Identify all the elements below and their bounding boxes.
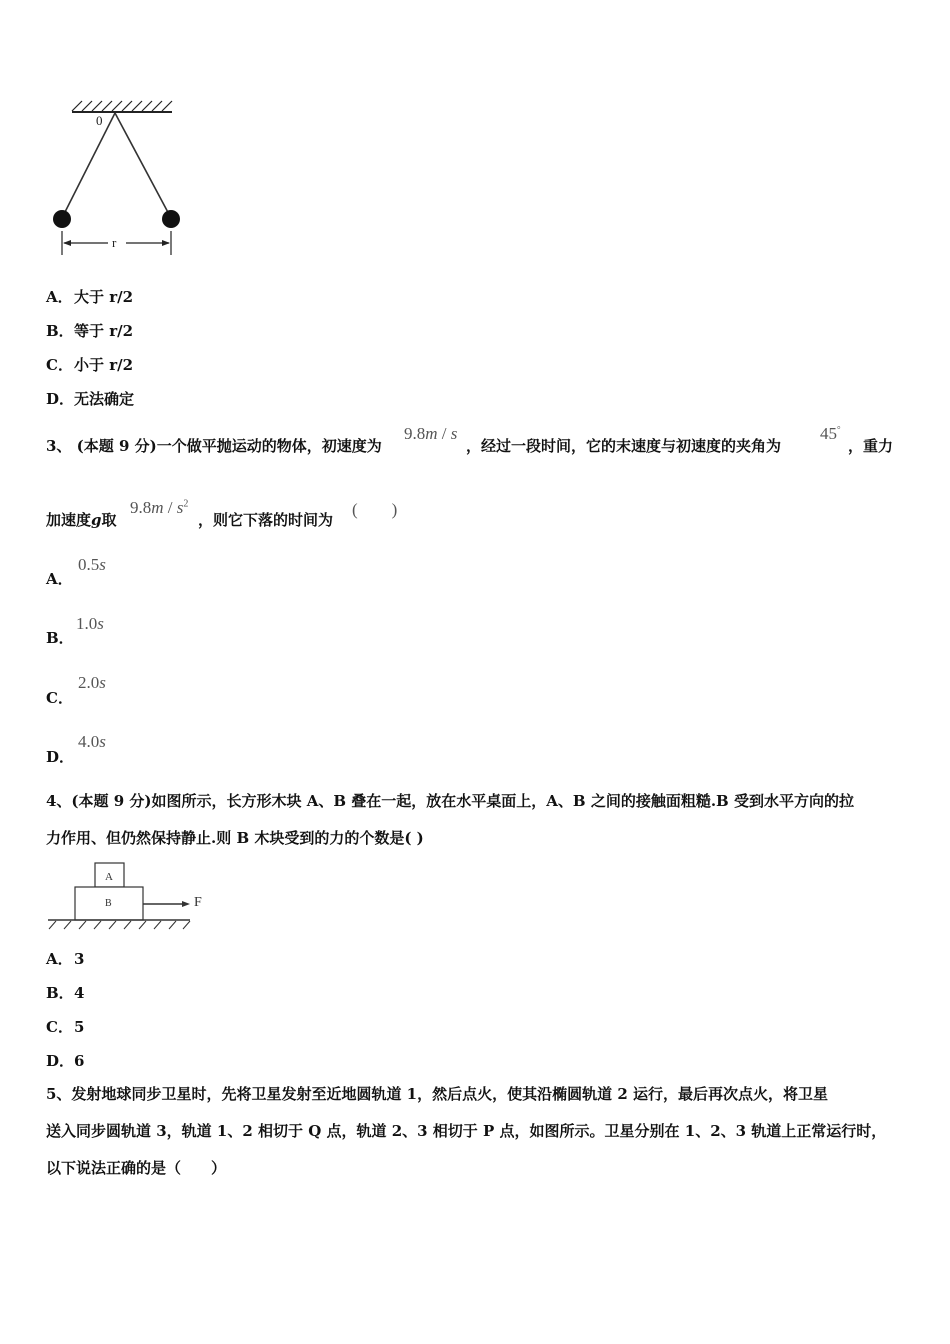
q4-option-c[interactable] <box>46 1016 84 1037</box>
q3-option-b-letter[interactable]: B． <box>46 629 74 647</box>
q5-stem-line3: 以下说法正确的是（ ） <box>46 1159 227 1177</box>
q5-stem-line2: 送入同步圆轨道 3，轨道 1、2 相切于 Q 点，轨道 2、3 相切于 P 点，如图所示。卫星分别在 1、2、3 轨道上正常运行时， <box>46 1122 887 1140</box>
right-string <box>115 113 171 218</box>
option-text: 6 <box>74 1052 85 1070</box>
force-label: F <box>194 895 202 910</box>
block-b-label: B <box>105 898 112 909</box>
option-letter: C． <box>46 356 73 374</box>
option-text: 5 <box>74 1018 85 1036</box>
option-letter: B． <box>46 322 74 340</box>
q4-option-d[interactable] <box>46 1050 84 1071</box>
q3-initial-velocity: 9.8m / s <box>404 424 458 443</box>
left-string <box>62 113 115 218</box>
blocks-figure <box>44 858 214 934</box>
left-ball <box>53 210 71 228</box>
q3-answer-paren: ( ) <box>352 500 398 519</box>
q3-option-d-letter[interactable]: D． <box>46 748 75 766</box>
q3-line1-prefix: 3、 (本题 9 分)一个做平抛运动的物体，初速度为 <box>46 437 382 455</box>
q4-stem-line2: 力作用、但仍然保持静止.则 B 木块受到的力的个数是( ) <box>46 829 424 847</box>
option-text: 无法确定 <box>74 390 135 408</box>
q3-option-b-value: 1.0s <box>76 614 104 633</box>
option-letter: A． <box>46 950 73 968</box>
q2-option-b[interactable] <box>46 320 133 341</box>
option-text: 小于 r/2 <box>74 356 134 374</box>
option-letter: C． <box>46 1018 73 1036</box>
option-letter: A． <box>46 288 73 306</box>
q2-option-d[interactable] <box>46 388 134 409</box>
distance-label: r <box>112 235 117 250</box>
option-text: 3 <box>74 950 85 968</box>
q4-stem-line1: 4、(本题 9 分)如图所示，长方形木块 A、B 叠在一起，放在水平桌面上，A、B 之间的接触面粗糙.B 受到水平方向的拉 <box>46 792 854 810</box>
q3-option-a-value: 0.5s <box>78 555 106 574</box>
q3-angle: 45° <box>820 424 841 443</box>
option-text: 等于 r/2 <box>74 322 134 340</box>
option-letter: B． <box>46 984 74 1002</box>
q3-line2-suffix: ，则它下落的时间为 <box>198 511 334 529</box>
q2-option-c[interactable] <box>46 354 133 375</box>
option-text: 4 <box>74 984 85 1002</box>
pendulum-figure <box>40 95 200 260</box>
q3-line1-middle: ，经过一段时间，它的末速度与初速度的夹角为 <box>466 437 782 455</box>
q3-line1-suffix: ，重力 <box>848 437 894 455</box>
pivot-label: 0 <box>96 113 103 128</box>
block-a-label: A <box>105 871 113 883</box>
q3-option-d-value: 4.0s <box>78 732 106 751</box>
option-text: 大于 r/2 <box>74 288 134 306</box>
q3-option-c-value: 2.0s <box>78 673 106 692</box>
q3-gravity-value: $9.8m / s^2$ <box>130 498 189 517</box>
option-letter: D． <box>46 390 75 408</box>
right-ball <box>162 210 180 228</box>
ceiling-hatching <box>72 101 172 111</box>
q2-option-a[interactable] <box>46 286 133 307</box>
q3-line2: 加速度g取 <box>46 511 117 529</box>
option-letter: D． <box>46 1052 75 1070</box>
q4-option-b[interactable] <box>46 982 84 1003</box>
q3-option-c-letter[interactable]: C． <box>46 689 73 707</box>
q4-option-a[interactable] <box>46 948 84 969</box>
q3-option-a-letter[interactable]: A． <box>46 570 73 588</box>
table-hatching <box>49 921 190 929</box>
q5-stem-line1: 5、发射地球同步卫星时，先将卫星发射至近地圆轨道 1，然后点火，使其沿椭圆轨道 2 运行，最后再次点火，将卫星 <box>46 1085 828 1103</box>
